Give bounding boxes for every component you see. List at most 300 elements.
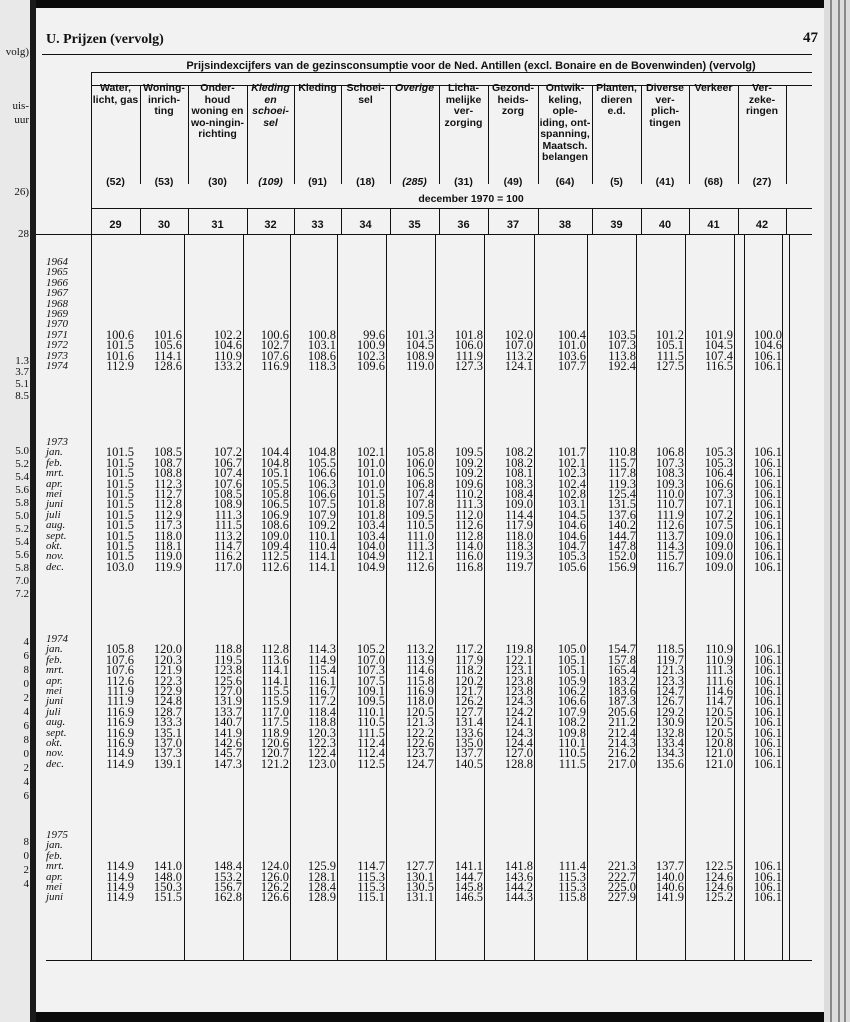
table-cell: 115.3 — [558, 869, 586, 884]
row-label: aug. — [46, 716, 66, 729]
table-cell: 111.5 — [214, 518, 242, 533]
table-cell: 102.1 — [557, 455, 586, 470]
table-cell: 116.0 — [455, 549, 483, 564]
table-cell: 105.8 — [405, 445, 434, 460]
table-cell: 111.5 — [357, 725, 385, 740]
table-cell: 111.4 — [558, 859, 586, 874]
table-cell: 100.6 — [260, 327, 289, 342]
table-cell: 110.1 — [308, 528, 336, 543]
table-cell: 112.9 — [154, 507, 182, 522]
table-cell: 107.2 — [213, 445, 242, 460]
table-cell: 151.5 — [153, 890, 182, 905]
table-cell: 140.5 — [454, 756, 483, 771]
row-label: mei — [46, 488, 62, 500]
table-cell: 107.6 — [213, 476, 242, 491]
table-cell: 116.7 — [656, 559, 684, 574]
table-cell: 109.5 — [356, 694, 385, 709]
table-cell: 114.9 — [106, 859, 134, 874]
table-cell: 124.2 — [504, 704, 533, 719]
table-cell: 106.1 — [753, 869, 782, 884]
table-cell: 106.1 — [753, 476, 782, 491]
left-page-text: 5.0 — [15, 445, 29, 457]
table-cell: 114.9 — [308, 652, 336, 667]
table-cell: 112.9 — [106, 359, 134, 373]
table-cell: 118.1 — [154, 539, 182, 553]
column-weight: (30) — [208, 176, 227, 188]
table-cell: 101.5 — [105, 466, 134, 481]
table-cell: 165.4 — [607, 663, 636, 678]
left-page-fragment — [0, 0, 30, 1022]
table-cell: 104.8 — [260, 455, 289, 470]
table-cell: 106.1 — [753, 455, 782, 470]
table-cell: 121.9 — [153, 663, 182, 678]
table-cell: 106.1 — [753, 746, 782, 761]
column-number: 29 — [109, 219, 122, 231]
table-cell: 127.7 — [454, 704, 483, 719]
table-cell: 104.0 — [356, 539, 385, 553]
table-cell: 108.3 — [655, 466, 684, 481]
table-cell: 120.7 — [260, 746, 289, 761]
left-page-text: 2 — [23, 864, 29, 876]
column-number: 39 — [610, 219, 623, 231]
column-number: 31 — [211, 219, 224, 231]
table-cell: 105.1 — [260, 466, 289, 481]
table-cell: 113.6 — [261, 652, 289, 667]
table-cell: 122.9 — [153, 684, 182, 698]
table-cell: 119.9 — [154, 559, 182, 574]
table-cell: 135.0 — [454, 736, 483, 750]
table-cell: 106.0 — [454, 338, 483, 353]
table-cell: 212.4 — [607, 725, 636, 740]
column-rule — [435, 234, 436, 960]
row-label: 1972 — [46, 339, 68, 352]
table-cell: 109.0 — [504, 497, 533, 512]
table-cell: 102.7 — [260, 338, 289, 353]
column-rule — [636, 234, 637, 960]
column-rule — [386, 234, 387, 960]
table-cell: 112.6 — [106, 673, 134, 688]
table-cell: 145.7 — [213, 746, 242, 761]
table-cell: 124.8 — [153, 694, 182, 709]
table-cell: 144.3 — [504, 890, 533, 905]
column-number: 34 — [359, 219, 372, 231]
table-cell: 101.2 — [655, 327, 684, 342]
table-cell: 117.3 — [154, 518, 182, 533]
table-cell: 105.0 — [557, 642, 586, 657]
row-label: feb. — [46, 456, 63, 469]
table-cell: 106.2 — [557, 684, 586, 698]
column-number: 30 — [157, 219, 171, 231]
column-header: Kleding — [298, 82, 337, 94]
table-cell: 144.7 — [607, 528, 636, 543]
table-cell: 104.5 — [704, 338, 733, 353]
table-cell: 103.4 — [356, 518, 385, 533]
column-weight: (49) — [503, 176, 523, 188]
table-cell: 137.6 — [607, 507, 636, 522]
table-cell: 120.8 — [704, 736, 733, 750]
table-cell: 114.4 — [505, 507, 533, 522]
table-cell: 119.0 — [406, 359, 434, 373]
table-cell: 139.1 — [153, 756, 182, 771]
left-page-text: 5.6 — [15, 549, 29, 561]
table-cell: 154.7 — [607, 642, 636, 657]
table-cell: 128.9 — [307, 890, 336, 905]
table-cell: 126.2 — [454, 694, 483, 709]
table-cell: 107.2 — [704, 507, 733, 522]
table-cell: 112.1 — [406, 549, 434, 564]
table-cell: 110.5 — [558, 746, 586, 761]
table-cell: 118.3 — [505, 539, 533, 553]
table-cell: 127.0 — [213, 684, 242, 698]
table-cell: 129.2 — [655, 704, 684, 719]
table-cell: 120.5 — [704, 725, 733, 740]
table-cell: 106.1 — [753, 642, 782, 657]
table-cell: 100.9 — [356, 338, 385, 353]
table-cell: 107.7 — [557, 359, 586, 373]
table-cell: 112.5 — [261, 549, 289, 564]
column-rule — [337, 234, 338, 960]
left-page-text: 6 — [23, 720, 29, 732]
table-cell: 122.4 — [307, 746, 336, 761]
table-cell: 108.4 — [504, 487, 533, 501]
rule-line — [42, 54, 812, 55]
table-cell: 105.1 — [557, 652, 586, 667]
table-cell: 112.7 — [154, 487, 182, 501]
table-cell: 141.8 — [504, 859, 533, 874]
table-cell: 101.5 — [105, 338, 134, 353]
table-cell: 101.5 — [105, 539, 134, 553]
table-cell: 108.9 — [213, 497, 242, 512]
table-cell: 101.5 — [105, 528, 134, 543]
table-cell: 110.1 — [558, 736, 586, 750]
table-cell: 107.0 — [356, 652, 385, 667]
rule-line — [46, 960, 812, 961]
table-cell: 130.5 — [405, 880, 434, 894]
column-header: Verkeer — [694, 82, 733, 94]
table-cell: 106.8 — [405, 476, 434, 491]
table-cell: 124.3 — [504, 725, 533, 740]
left-page-text: 7.2 — [15, 588, 29, 600]
row-label: mrt. — [46, 860, 65, 873]
column-rule — [786, 85, 787, 184]
table-cell: 183.2 — [607, 673, 636, 688]
table-cell: 105.1 — [655, 338, 684, 353]
table-cell: 99.6 — [363, 327, 385, 342]
left-page-text: 5.6 — [15, 484, 29, 496]
table-cell: 110.2 — [455, 487, 483, 501]
left-page-text: 6 — [23, 650, 29, 662]
table-cell: 112.6 — [455, 518, 483, 533]
table-cell: 106.9 — [260, 507, 289, 522]
column-header: Diverse ver-plich-tingen — [646, 82, 684, 129]
table-cell: 133.2 — [213, 359, 242, 373]
table-cell: 122.1 — [504, 652, 533, 667]
table-cell: 118.9 — [261, 725, 289, 740]
table-cell: 137.7 — [454, 746, 483, 761]
table-cell: 106.1 — [753, 694, 782, 709]
column-header: Kleding en schoei-sel — [251, 82, 290, 129]
table-cell: 114.9 — [106, 746, 134, 761]
table-cell: 109.0 — [704, 559, 733, 574]
table-cell: 128.6 — [153, 359, 182, 373]
table-cell: 116.1 — [308, 673, 336, 688]
table-cell: 105.3 — [704, 455, 733, 470]
table-cell: 101.5 — [105, 445, 134, 460]
table-cell: 130.9 — [655, 715, 684, 730]
table-cell: 125.4 — [607, 487, 636, 501]
table-cell: 120.5 — [704, 704, 733, 719]
column-number: 40 — [658, 219, 672, 231]
table-cell: 104.8 — [307, 445, 336, 460]
table-cell: 147.8 — [607, 539, 636, 553]
table-cell: 110.8 — [608, 445, 636, 460]
table-cell: 120.6 — [260, 736, 289, 750]
table-cell: 116.2 — [214, 549, 242, 564]
table-cell: 101.5 — [356, 487, 385, 501]
table-cell: 109.6 — [454, 476, 483, 491]
table-cell: 150.3 — [153, 880, 182, 894]
table-cell: 108.9 — [405, 348, 434, 363]
table-cell: 106.3 — [307, 476, 336, 491]
table-cell: 214.3 — [607, 736, 636, 750]
table-cell: 124.7 — [655, 684, 684, 698]
table-cell: 125.6 — [213, 673, 242, 688]
table-cell: 117.0 — [261, 704, 289, 719]
table-cell: 126.7 — [655, 694, 684, 709]
row-label: feb. — [46, 849, 63, 862]
column-header: Ver-zeke-ringen — [745, 82, 779, 117]
table-cell: 123.0 — [307, 756, 336, 771]
table-cell: 106.1 — [753, 528, 782, 543]
table-cell: 114.1 — [308, 559, 336, 574]
table-cell: 113.2 — [406, 642, 434, 657]
table-cell: 106.1 — [753, 652, 782, 667]
table-cell: 114.6 — [406, 663, 434, 678]
column-rule — [587, 234, 588, 960]
table-cell: 113.2 — [505, 348, 533, 363]
table-cell: 109.5 — [405, 507, 434, 522]
table-cell: 111.3 — [406, 539, 434, 553]
table-cell: 108.3 — [504, 476, 533, 491]
column-rule — [534, 234, 535, 960]
table-cell: 119.5 — [214, 652, 242, 667]
table-cell: 107.3 — [607, 338, 636, 353]
column-weight: (5) — [610, 176, 623, 188]
table-cell: 140.7 — [213, 715, 242, 730]
row-label: 1967 — [46, 287, 68, 300]
table-cell: 121.0 — [704, 746, 733, 761]
row-label: apr. — [46, 674, 63, 687]
table-cell: 156.7 — [213, 880, 242, 894]
table-cell: 118.4 — [308, 704, 336, 719]
table-cell: 109.4 — [260, 539, 289, 553]
table-cell: 146.5 — [454, 890, 483, 905]
left-page-text: 1.3 — [15, 355, 29, 367]
row-label: 1974 — [46, 360, 68, 372]
table-cell: 109.0 — [704, 549, 733, 564]
table-cell: 132.8 — [655, 725, 684, 740]
row-label: jan. — [46, 643, 63, 656]
table-cell: 111.6 — [705, 673, 733, 688]
table-cell: 101.5 — [105, 476, 134, 491]
table-cell: 110.5 — [406, 518, 434, 533]
left-page-text: 4 — [23, 706, 29, 718]
table-cell: 116.9 — [106, 736, 134, 750]
left-page-text: 4 — [23, 636, 29, 648]
column-header: Schoei-sel — [346, 82, 385, 106]
row-label: dec. — [46, 560, 65, 573]
table-cell: 117.9 — [505, 518, 533, 533]
table-cell: 110.1 — [357, 704, 385, 719]
table-cell: 116.8 — [455, 559, 483, 574]
column-rule — [734, 234, 735, 960]
table-cell: 107.9 — [307, 507, 336, 522]
column-weight: (91) — [308, 176, 327, 188]
table-cell: 106.1 — [753, 539, 782, 553]
table-cell: 115.7 — [656, 549, 684, 564]
table-cell: 101.8 — [356, 507, 385, 522]
table-cell: 101.0 — [356, 466, 385, 481]
table-cell: 106.1 — [753, 725, 782, 740]
table-cell: 106.1 — [753, 497, 782, 512]
row-label: apr. — [46, 870, 63, 883]
table-cell: 110.9 — [705, 642, 733, 657]
column-rule — [685, 234, 686, 960]
row-label: jan. — [46, 446, 63, 459]
table-cell: 106.1 — [753, 663, 782, 678]
table-cell: 107.3 — [704, 487, 733, 501]
row-label: 1973 — [46, 349, 68, 362]
table-cell: 137.3 — [153, 746, 182, 761]
table-cell: 109.1 — [356, 684, 385, 698]
table-cell: 118.8 — [308, 715, 336, 730]
row-label: okt. — [46, 540, 63, 552]
table-cell: 103.4 — [356, 528, 385, 543]
page-number: 47 — [803, 30, 818, 46]
column-number: 41 — [707, 219, 720, 231]
table-cell: 113.7 — [656, 528, 684, 543]
left-page-text: uis- — [12, 100, 29, 112]
table-cell: 111.0 — [406, 528, 434, 543]
column-header: Overige — [394, 82, 435, 94]
table-cell: 116.5 — [705, 359, 733, 373]
table-cell: 117.2 — [308, 694, 336, 709]
table-cell: 123.8 — [504, 684, 533, 698]
table-cell: 112.6 — [656, 518, 684, 533]
column-weight: (53) — [154, 176, 174, 188]
table-cell: 118.0 — [406, 694, 434, 709]
table-cell: 122.5 — [704, 859, 733, 874]
table-cell: 112.4 — [357, 746, 385, 761]
page-header: U. Prijzen (vervolg) — [46, 32, 164, 47]
left-page-text: 4 — [23, 878, 29, 890]
column-weight: (31) — [454, 176, 473, 188]
table-cell: 116.9 — [406, 684, 434, 698]
column-weight: (18) — [356, 176, 375, 188]
table-cell: 147.3 — [213, 756, 242, 771]
table-cell: 111.5 — [656, 348, 684, 363]
column-rule — [786, 208, 787, 234]
table-cell: 130.1 — [405, 869, 434, 884]
table-cell: 102.3 — [557, 466, 586, 481]
table-cell: 107.5 — [356, 673, 385, 688]
left-page-text: 8 — [23, 836, 29, 848]
column-rule — [290, 234, 291, 960]
table-cell: 108.8 — [153, 466, 182, 481]
table-cell: 217.0 — [607, 756, 636, 771]
left-page-text: 2 — [23, 762, 29, 774]
table-cell: 124.6 — [704, 880, 733, 894]
table-cell: 131.5 — [607, 497, 636, 512]
table-cell: 111.9 — [106, 684, 134, 698]
table-cell: 106.1 — [753, 673, 782, 688]
table-cell: 115.4 — [308, 663, 336, 678]
table-cell: 115.7 — [608, 455, 636, 470]
left-page-text: 5.8 — [15, 562, 29, 574]
table-cell: 107.5 — [704, 518, 733, 533]
table-cell: 135.1 — [153, 725, 182, 740]
table-cell: 101.8 — [454, 327, 483, 342]
table-cell: 153.2 — [213, 869, 242, 884]
table-cell: 106.8 — [655, 445, 684, 460]
column-rule — [184, 234, 185, 960]
row-label: 1966 — [46, 276, 68, 289]
table-cell: 118.0 — [154, 528, 182, 543]
table-cell: 104.9 — [356, 559, 385, 574]
table-cell: 101.9 — [704, 327, 733, 342]
table-cell: 119.3 — [608, 476, 636, 491]
row-label: aug. — [46, 519, 66, 532]
table-cell: 105.3 — [704, 445, 733, 460]
table-cell: 115.3 — [558, 880, 586, 894]
table-cell: 101.5 — [105, 518, 134, 533]
table-cell: 114.7 — [214, 539, 242, 553]
table-cell: 128.4 — [307, 880, 336, 894]
table-cell: 112.8 — [154, 497, 182, 512]
row-label: 1965 — [46, 266, 68, 279]
table-cell: 109.0 — [704, 528, 733, 543]
table-cell: 114.3 — [308, 642, 336, 657]
table-cell: 131.9 — [213, 694, 242, 709]
table-cell: 107.0 — [504, 338, 533, 353]
table-cell: 121.3 — [655, 663, 684, 678]
table-cell: 108.2 — [504, 445, 533, 460]
table-cell: 108.2 — [557, 715, 586, 730]
left-page-text: 0 — [23, 748, 29, 760]
table-cell: 103.0 — [105, 559, 134, 574]
table-cell: 106.1 — [753, 559, 782, 574]
table-cell: 115.1 — [357, 890, 385, 905]
table-cell: 152.0 — [607, 549, 636, 564]
table-cell: 106.1 — [753, 518, 782, 533]
table-cell: 123.1 — [504, 663, 533, 678]
table-cell: 106.4 — [704, 466, 733, 481]
left-page-text: 4 — [23, 776, 29, 788]
table-cell: 115.3 — [357, 880, 385, 894]
column-number: 32 — [264, 219, 277, 231]
table-cell: 126.6 — [260, 890, 289, 905]
table-cell: 227.9 — [607, 890, 636, 905]
table-cell: 105.3 — [557, 549, 586, 564]
table-cell: 110.9 — [705, 652, 733, 667]
table-cell: 106.1 — [753, 880, 782, 894]
table-cell: 111.9 — [656, 507, 684, 522]
table-cell: 109.6 — [356, 359, 385, 373]
row-label: mei — [46, 685, 62, 697]
left-page-text: 5.2 — [15, 523, 29, 535]
left-page-text: 8.5 — [15, 390, 29, 402]
table-cell: 122.6 — [405, 736, 434, 750]
